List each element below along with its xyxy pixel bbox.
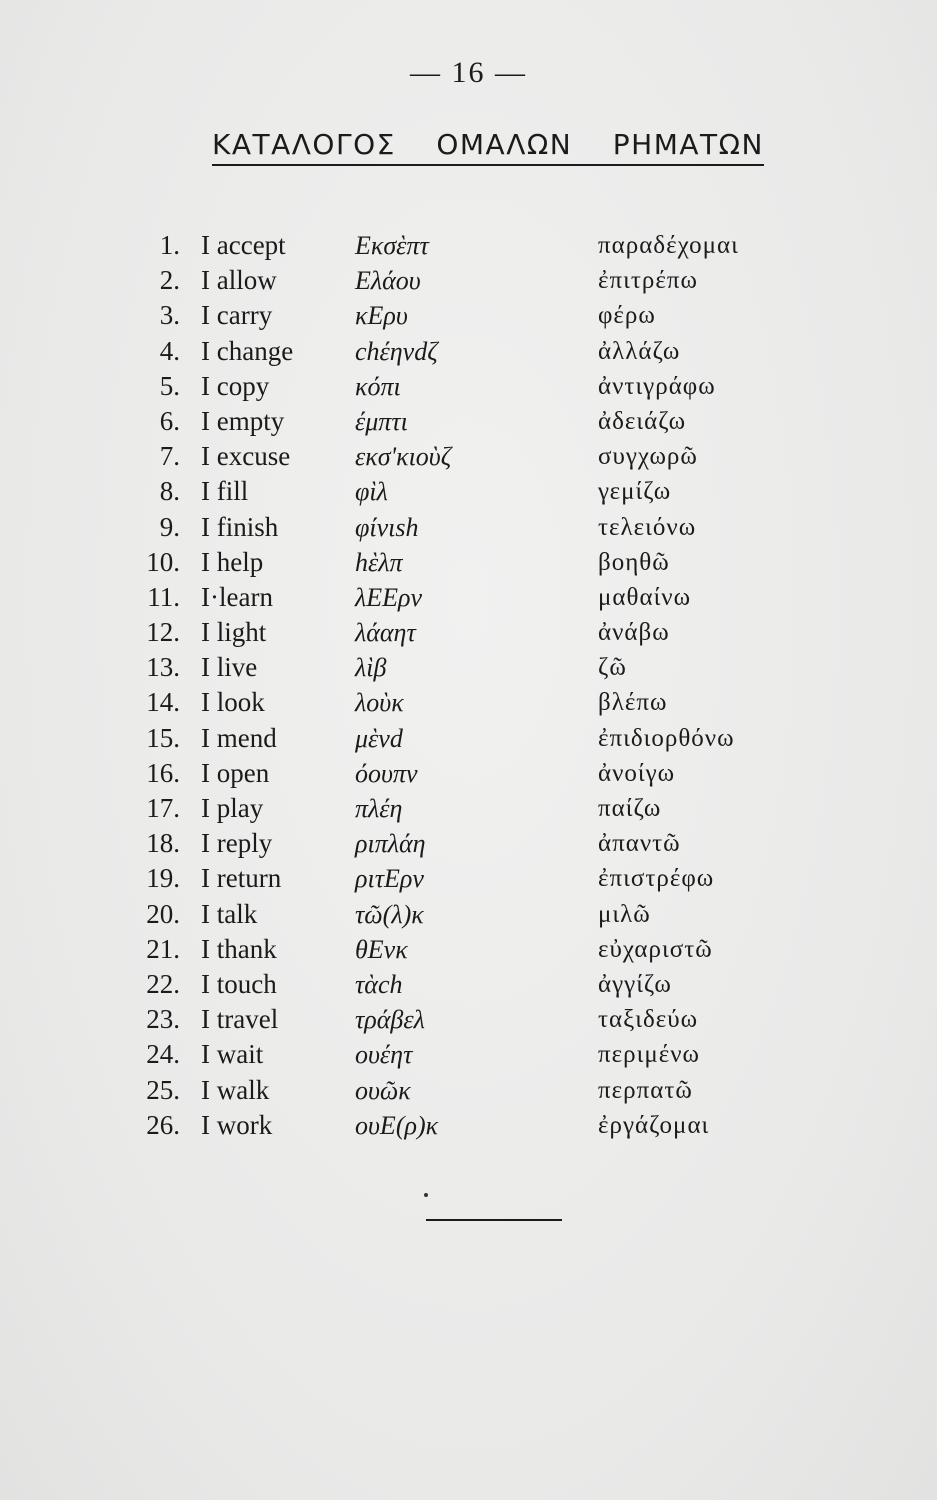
verb-number: 9. xyxy=(159,511,180,542)
english-verb: I carry xyxy=(201,300,273,331)
pronunciation: θΕνκ xyxy=(355,934,408,964)
english-verb: I return xyxy=(201,863,282,894)
english-verb: I reply xyxy=(201,828,273,859)
page-title xyxy=(212,128,764,166)
verb-row xyxy=(0,439,937,474)
verb-row xyxy=(0,298,937,333)
pronunciation: λοὺκ xyxy=(355,688,404,718)
greek-translation: ἀδειάζω xyxy=(598,407,687,435)
verb-row xyxy=(0,861,937,896)
verb-number: 26. xyxy=(146,1109,180,1140)
pronunciation: τὰch xyxy=(355,969,403,999)
greek-translation: ἀνάβω xyxy=(598,619,670,647)
verb-number: 4. xyxy=(159,335,180,366)
greek-translation: περιμένω xyxy=(598,1041,700,1069)
verb-row xyxy=(0,545,937,580)
english-verb: I live xyxy=(201,652,258,683)
verb-number: 18. xyxy=(146,828,180,859)
greek-translation: ἐπιστρέφω xyxy=(598,865,715,893)
pronunciation: φίνιsh xyxy=(355,512,419,542)
verb-number: 12. xyxy=(146,617,180,648)
english-verb: I thank xyxy=(201,933,277,964)
english-verb: I wait xyxy=(201,1039,264,1070)
greek-translation: παραδέχομαι xyxy=(598,232,739,259)
verb-number: 20. xyxy=(146,898,180,929)
verb-number: 1. xyxy=(159,230,180,260)
verb-number: 24. xyxy=(146,1039,180,1070)
verb-row xyxy=(0,1073,937,1108)
verb-number: 11. xyxy=(147,581,180,612)
greek-translation: ἐπιτρέπω xyxy=(598,267,698,295)
verb-row xyxy=(0,967,937,1002)
pronunciation: ουῶκ xyxy=(355,1075,411,1105)
verb-number: 3. xyxy=(159,300,180,331)
pronunciation: ριτΕρν xyxy=(355,864,424,894)
verb-number: 5. xyxy=(159,370,180,401)
pronunciation: έμπτι xyxy=(355,406,408,436)
verb-row xyxy=(0,263,937,298)
greek-translation: ζῶ xyxy=(598,654,627,682)
english-verb: I light xyxy=(201,617,267,648)
english-verb: I fill xyxy=(201,476,249,507)
pronunciation: φὶλ xyxy=(355,477,388,507)
title-word: ΚΑΤΑΛΟΓΟΣ xyxy=(212,128,396,161)
pronunciation: εκσ'κιοὺζ xyxy=(355,442,452,472)
greek-translation: ἐργάζομαι xyxy=(598,1111,710,1139)
english-verb: I change xyxy=(201,335,294,366)
greek-translation: μιλῶ xyxy=(598,900,651,928)
verb-row xyxy=(0,756,937,791)
english-verb: I walk xyxy=(201,1074,270,1105)
pronunciation: λὶβ xyxy=(355,653,387,683)
verb-row xyxy=(0,826,937,861)
pronunciation: Ελάου xyxy=(355,266,421,296)
pronunciation: λΕΕρν xyxy=(355,582,423,612)
pronunciation: ριπλάη xyxy=(355,829,426,859)
verb-list xyxy=(0,228,937,1143)
verb-row xyxy=(0,650,937,685)
english-verb: I excuse xyxy=(201,441,291,472)
verb-number: 7. xyxy=(159,441,180,472)
verb-number: 14. xyxy=(146,687,180,718)
verb-row xyxy=(0,615,937,650)
pronunciation: λάαητ xyxy=(355,618,416,648)
greek-translation: φέρω xyxy=(598,302,656,330)
greek-translation: εὐχαριστῶ xyxy=(598,935,713,963)
verb-row xyxy=(0,580,937,615)
greek-translation: ἀνοίγω xyxy=(598,759,676,787)
verb-number: 22. xyxy=(146,968,180,999)
verb-number: 6. xyxy=(159,405,180,436)
verb-number: 17. xyxy=(146,793,180,823)
english-verb: I mend xyxy=(201,722,277,753)
verb-row xyxy=(0,721,937,756)
greek-translation: παίζω xyxy=(598,795,662,822)
verb-number: 25. xyxy=(146,1074,180,1105)
english-verb: I play xyxy=(201,793,264,823)
english-verb: I accept xyxy=(201,230,286,260)
pronunciation: hὲλπ xyxy=(355,547,403,577)
verb-row xyxy=(0,474,937,509)
verb-row xyxy=(0,334,937,369)
english-verb: I work xyxy=(201,1109,273,1140)
verb-row xyxy=(0,897,937,932)
pronunciation: όουπν xyxy=(355,758,418,788)
english-verb: I help xyxy=(201,546,264,577)
pronunciation: τῶ(λ)κ xyxy=(355,899,424,929)
verb-row xyxy=(0,404,937,439)
english-verb: I finish xyxy=(201,511,279,542)
english-verb: I copy xyxy=(201,370,270,401)
verb-row xyxy=(0,932,937,967)
english-verb: I talk xyxy=(201,898,258,929)
greek-translation: γεμίζω xyxy=(598,478,672,506)
verb-number: 15. xyxy=(146,722,180,753)
greek-translation: βλέπω xyxy=(598,689,668,717)
greek-translation: ἀντιγράφω xyxy=(598,372,716,400)
verb-number: 16. xyxy=(146,757,180,788)
greek-translation: ἀλλάζω xyxy=(598,337,681,365)
verb-number: 10. xyxy=(146,546,180,577)
verb-number: 13. xyxy=(146,652,180,683)
greek-translation: τελειόνω xyxy=(598,513,697,541)
pronunciation: chέηνdζ xyxy=(355,336,438,366)
verb-row xyxy=(0,369,937,404)
verb-number: 2. xyxy=(159,265,180,296)
verb-row xyxy=(0,791,937,826)
greek-translation: βοηθῶ xyxy=(598,548,670,576)
english-verb: I travel xyxy=(201,1004,279,1035)
english-verb: I allow xyxy=(201,265,277,296)
english-verb: I empty xyxy=(201,405,285,436)
pronunciation: κόπι xyxy=(355,371,401,401)
greek-translation: ταξιδεύω xyxy=(598,1006,699,1034)
pronunciation: ουΕ(ρ)κ xyxy=(355,1110,439,1140)
verb-row xyxy=(0,685,937,720)
verb-number: 8. xyxy=(159,476,180,507)
verb-row xyxy=(0,1108,937,1143)
pronunciation: κΕρυ xyxy=(355,301,408,331)
greek-translation: ἐπιδιορθόνω xyxy=(598,724,735,752)
pronunciation: ουέητ xyxy=(355,1040,413,1070)
verb-row xyxy=(0,1002,937,1037)
greek-translation: μαθαίνω xyxy=(598,583,692,611)
pronunciation: Εκσὲπτ xyxy=(355,231,429,260)
title-word: ΡΗΜΑΤΩΝ xyxy=(612,128,764,161)
greek-translation: περπατῶ xyxy=(598,1076,693,1104)
verb-row xyxy=(0,1037,937,1072)
verb-number: 23. xyxy=(146,1004,180,1035)
verb-row xyxy=(0,228,937,263)
pronunciation: τράβελ xyxy=(355,1005,425,1035)
pronunciation: πλέη xyxy=(355,794,403,823)
english-verb: I open xyxy=(201,757,270,788)
greek-translation: συγχωρῶ xyxy=(598,443,698,471)
english-verb: I·learn xyxy=(201,581,273,612)
verb-number: 21. xyxy=(146,933,180,964)
english-verb: I look xyxy=(201,687,265,718)
verb-number: 19. xyxy=(146,863,180,894)
greek-translation: ἀγγίζω xyxy=(598,970,672,998)
verb-row xyxy=(0,510,937,545)
ink-speck xyxy=(424,1193,428,1197)
greek-translation: ἀπαντῶ xyxy=(598,830,681,858)
page-number: — 16 — xyxy=(410,56,527,89)
title-word: ΟΜΑΛΩΝ xyxy=(436,128,573,161)
english-verb: I touch xyxy=(201,968,277,999)
closing-rule xyxy=(426,1219,562,1221)
pronunciation: μὲνd xyxy=(355,723,403,753)
